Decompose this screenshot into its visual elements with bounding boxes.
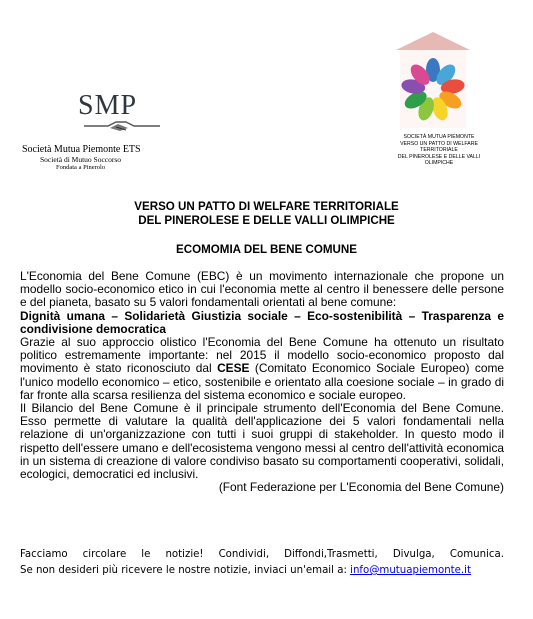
- footer-word: Divulga,: [392, 549, 435, 560]
- footer-word: notizie!: [165, 549, 204, 560]
- smp-logo-letters: SMP: [78, 90, 138, 121]
- smp-subtitle: Società di Mutuo Soccorso: [40, 155, 122, 164]
- title-line-1: VERSO UN PATTO DI WELFARE TERRITORIALE: [134, 200, 399, 213]
- cese-acronym: CESE: [217, 361, 250, 376]
- patto-caption: [394, 134, 484, 167]
- handshake-icon: [82, 118, 162, 134]
- footer-word: circolare: [82, 549, 127, 560]
- patto-logo: [392, 30, 502, 180]
- smp-logo: [20, 88, 170, 178]
- paragraph-cese: [20, 336, 504, 402]
- footer-word: Diffondi,Trasmetti,: [284, 549, 378, 560]
- smp-founded: Fondata a Pinerolo: [56, 164, 106, 171]
- paragraph-intro: L'Economia del Bene Comune (EBC) è un movimento internazionale che propone un modello socio-economico etico in cui l'economia mette al centro il benessere delle persone e del pianeta, basato su 5 valori fondamentali orientati al bene comune:: [20, 269, 504, 310]
- cese-text-before: Grazie al suo approccio olistico l'Economia del Bene Comune ha ottenuto un risultato politico estremamente importante: nel 2015 il modello socio-economico proposto dal movimento è stato riconosciuto dal: [20, 335, 504, 376]
- hands-house-icon: [392, 30, 474, 130]
- smp-name: Società Mutua Piemonte ETS: [22, 144, 141, 155]
- footer-word: le: [141, 549, 151, 560]
- footer-unsubscribe-line: [20, 563, 504, 579]
- footer: [20, 547, 504, 579]
- footer-share-line: [20, 547, 504, 563]
- patto-caption-line: VERSO UN PATTO DI WELFARE TERRITORIALE: [400, 140, 478, 153]
- cese-text-after: (Comitato Economico Sociale Europeo) come l'unico modello economico – etico, sostenibile e orientato alla coesione sociale – in grado di far fronte alla scarsa resilienza del sistema economico e sociale europeo.: [20, 361, 504, 402]
- document-subtitle: ECOMOMIA DEL BENE COMUNE: [176, 243, 357, 256]
- email-link[interactable]: info@mutuapiemonte.it: [350, 565, 471, 576]
- patto-caption-line: DEL PINEROLESE E DELLE VALLI OLIMPICHE: [397, 153, 481, 166]
- paragraph-values: Dignità umana – Solidarietà Giustizia sociale – Eco-sostenibilità – Trasparenza e condivisione democratica: [20, 308, 504, 336]
- smp-logo-mark: [48, 88, 138, 130]
- footer-word: Facciamo: [20, 549, 68, 560]
- source-note: (Font Federazione per L'Economia del Bene Comune): [218, 480, 504, 495]
- paragraph-bilancio: Il Bilancio del Bene Comune è il principale strumento dell'Economia del Bene Comune. Esso permette di valutare la qualità dell'applicazione dei 5 valori fondamentali nella relazione di un'organizzazione con tutti i suoi gruppi di stakeholder. In questo modo il rispetto dell'essere umano e dell'ecosistema vengono messi al centro dell'attività economica in un sistema di creazione di valore condiviso basato su comportamenti cooperativi, solidali, ecologici, democratici ed inclusivi.: [20, 401, 505, 482]
- footer-word: Condividi,: [218, 549, 270, 560]
- patto-caption-line: SOCIETÀ MUTUA PIEMONTE: [403, 134, 475, 140]
- unsubscribe-text: Se non desideri più ricevere le nostre notizie, inviaci un'email a:: [20, 565, 351, 576]
- title-line-2: DEL PINEROLESE E DELLE VALLI OLIMPICHE: [138, 214, 395, 227]
- footer-word: Comunica.: [449, 549, 504, 560]
- document-body: [20, 270, 504, 494]
- document-title: [0, 200, 533, 228]
